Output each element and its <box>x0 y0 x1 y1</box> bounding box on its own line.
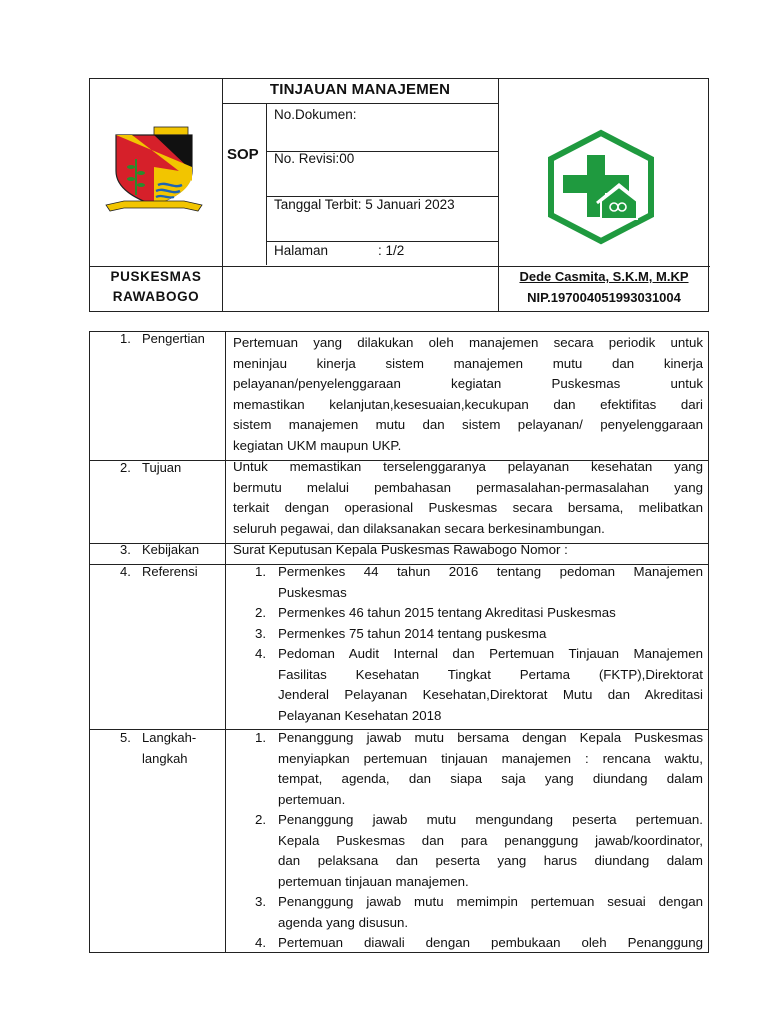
no-revisi: No. Revisi:00 <box>274 151 355 166</box>
section-tujuan-text: Untuk memastikan terselenggaranya pelayanan kesehatan yang bermutu melalui pembahasan permasalahan-permasalahan yang terkait dengan operasional Puskesmas secara bersama, melibatkan seluruh pegawai, dan dilaksanakan secara berkesinambungan. <box>233 459 703 536</box>
list-item: 4. Pedoman Audit Internal dan Pertemuan Tinjauan Manajemen Fasilitas Kesehatan Tingkat Pertama (FKTP),Direktorat Jenderal Pelayanan Kesehatan,Direktorat Mutu dan Akreditasi Pelayanan Kesehatan 2018 <box>255 646 703 723</box>
signer-nip: NIP.197004051993031004 <box>527 290 681 305</box>
header-table <box>89 78 709 312</box>
sop-label: SOP <box>227 146 259 163</box>
list-item: 1. Penanggung jawab mutu bersama dengan Kepala Puskesmas menyiapkan pertemuan tinjauan manajemen : rencana waktu, tempat, agenda, dan siapa saja yang diundang dalam pertemuan. <box>255 730 703 807</box>
section-pengertian-text: Pertemuan yang dilakukan oleh manajemen secara periodik untuk meninjau kinerja sistem manajemen mutu dan kinerja pelayanan/penyelenggaraan kegiatan Puskesmas untuk memastikan kelanjutan,kesesuaian,kecukupan dan efektifitas dari sistem manajemen mutu dan sistem pelayanan/ penyelenggaraan kegiatan UKM maupun UKP. <box>233 335 703 453</box>
section-referensi-list <box>233 562 703 726</box>
section-langkah-list <box>233 728 703 953</box>
puskesmas-logo-icon <box>545 127 657 247</box>
halaman-value: : 1/2 <box>378 243 405 258</box>
divider <box>222 103 498 104</box>
divider <box>225 332 226 952</box>
list-item: 3. Penanggung jawab mutu memimpin pertemuan sesuai dengan agenda yang disusun. <box>255 894 703 930</box>
section-kebijakan-text: Surat Keputusan Kepala Puskesmas Rawabogo Nomor : <box>233 542 568 557</box>
list-item: 4. Pertemuan diawali dengan pembukaan oleh Penanggung <box>255 935 703 950</box>
list-item: 2. Permenkes 46 tahun 2015 tentang Akreditasi Puskesmas <box>255 605 616 620</box>
tanggal-terbit: Tanggal Terbit: 5 Januari 2023 <box>274 197 455 212</box>
org-name-line1: PUSKESMAS <box>110 269 202 284</box>
regency-crest-icon <box>102 115 206 215</box>
list-item: 2. Penanggung jawab mutu mengundang peserta pertemuan. Kepala Puskesmas dan para penanggung jawab/koordinator, dan pelaksana dan peserta yang harus diundang dalam pertemuan tinjauan manajemen. <box>255 812 703 889</box>
divider <box>222 79 223 311</box>
no-dokumen: No.Dokumen: <box>274 107 357 122</box>
halaman-label: Halaman <box>274 243 329 258</box>
signer-name: Dede Casmita, S.K.M, M.KP <box>519 269 689 284</box>
divider <box>266 241 498 242</box>
org-name-line2: RAWABOGO <box>112 289 200 304</box>
content-table: 1. Pengertian Pertemuan yang dilakukan oleh manajemen secara periodik untuk meninjau kinerja sistem manajemen mutu dan kinerja pelayanan/penyelenggaraan kegiatan Puskesmas untuk memastikan kelanjutan,kesesuaian,kecukupan dan efektifitas dari sistem manajemen mutu dan sistem pelayanan/ penyelenggaraan kegiatan UKM maupun UKP. 2. Tujuan Untuk memastikan terselenggaranya pelayanan kesehatan yang bermutu melalui pembahasan permasalahan-permasalahan yang terkait dengan operasional Puskesmas secara bersama, melibatkan seluruh pegawai, dan dilaksanakan secara berkesinambungan. 3. Kebijakan Surat Keputusan Kepala Puskesmas Rawabogo Nomor : 4. Referensi 1. Permenkes 44 tahun 2016 tentang pedoman Manajemen Puskesmas 2. Permenkes 46 tahun 2015 tentang Akreditasi Puskesmas 3. Permenkes 75 tahun 2014 tentang puskesma 4. Pedoman Audit Internal dan Pertemuan Tinjauan Manajemen Fasilitas Kesehatan Tingkat Pertama (FKTP),Direktorat Jenderal Pelayanan Kesehatan,Direktorat Mutu dan Akreditasi Pelayanan Kesehatan 2018 5. Langkah- langkah 1. Penanggung jawab mutu bersama dengan Kepala Puskesmas menyiapkan pertemuan tinjauan manajemen : rencana waktu, tempat, agenda, dan siapa saja yang diundang dalam pertemuan. 2. Penanggung jawab mutu mengundang peserta pertemuan. Kepala Puskesmas dan para penanggung jawab/koordinator, dan pelaksana dan peserta yang harus diundang dalam pertemuan tinjauan manajemen. 3. Penanggung jawab mutu memimpin pertemuan sesuai dengan agenda yang disusun. 4. Pertemuan diawali dengan pembukaan oleh Penanggung <box>89 331 709 953</box>
list-item: 3. Permenkes 75 tahun 2014 tentang puskesma <box>255 625 547 641</box>
list-item: 1. Permenkes 44 tahun 2016 tentang pedoman Manajemen Puskesmas <box>255 564 703 600</box>
document-title: TINJAUAN MANAJEMEN <box>269 81 451 98</box>
